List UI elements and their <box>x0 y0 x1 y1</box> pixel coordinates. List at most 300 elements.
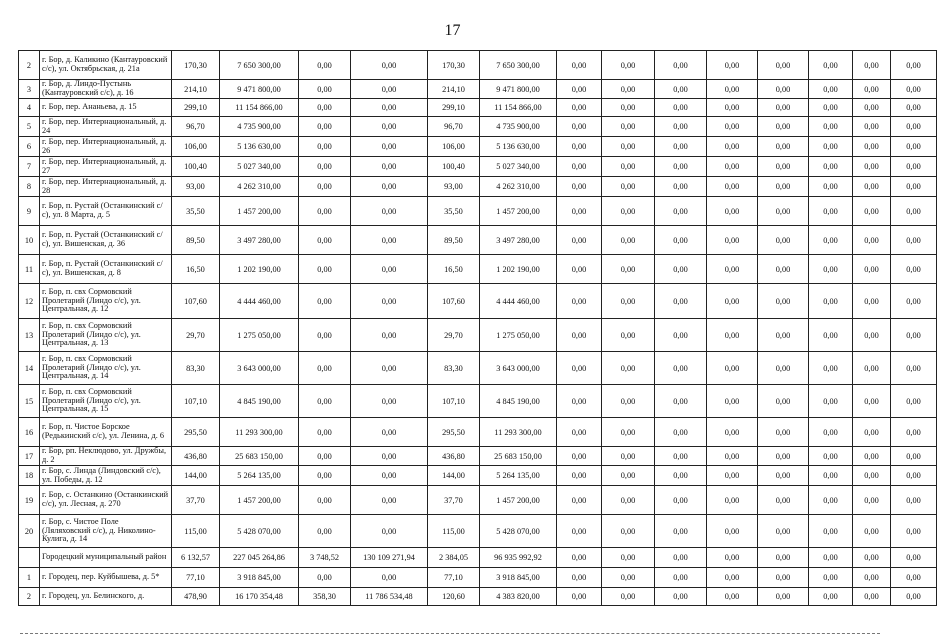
value-cell: 0,00 <box>758 51 809 80</box>
table-row <box>19 51 937 80</box>
address-cell: г. Городец, ул. Белинского, д. <box>40 588 172 606</box>
value-cell: 0,00 <box>891 117 937 137</box>
value-cell: 0,00 <box>707 548 758 568</box>
value-cell: 0,00 <box>557 137 602 157</box>
value-cell: 0,00 <box>557 51 602 80</box>
table-row <box>19 99 937 117</box>
row-number: 12 <box>19 284 40 319</box>
value-cell: 0,00 <box>809 99 853 117</box>
value-cell: 0,00 <box>758 447 809 466</box>
value-cell: 1 457 200,00 <box>220 197 299 226</box>
value-cell: 0,00 <box>602 117 655 137</box>
value-cell: 0,00 <box>655 319 707 352</box>
value-cell: 0,00 <box>891 80 937 99</box>
value-cell: 0,00 <box>557 255 602 284</box>
value-cell: 295,50 <box>172 418 220 447</box>
value-cell: 0,00 <box>853 466 891 486</box>
row-number: 18 <box>19 466 40 486</box>
value-cell: 0,00 <box>299 352 351 385</box>
table-row <box>19 588 937 606</box>
row-number: 11 <box>19 255 40 284</box>
value-cell: 0,00 <box>351 157 428 177</box>
value-cell: 0,00 <box>655 284 707 319</box>
value-cell: 0,00 <box>655 418 707 447</box>
address-cell: г. Бор, п. свх Сормовский Пролетарий (Линдо с/с), ул. Центральная, д. 13 <box>40 319 172 352</box>
value-cell: 107,60 <box>428 284 480 319</box>
value-cell: 0,00 <box>602 177 655 197</box>
value-cell: 0,00 <box>602 568 655 588</box>
value-cell: 3 497 280,00 <box>220 226 299 255</box>
value-cell: 11 786 534,48 <box>351 588 428 606</box>
value-cell: 0,00 <box>891 177 937 197</box>
value-cell: 0,00 <box>809 568 853 588</box>
value-cell: 1 457 200,00 <box>480 197 557 226</box>
value-cell: 0,00 <box>299 284 351 319</box>
value-cell: 0,00 <box>351 352 428 385</box>
value-cell: 0,00 <box>655 486 707 515</box>
value-cell: 0,00 <box>707 466 758 486</box>
value-cell: 0,00 <box>557 177 602 197</box>
address-cell: г. Бор, с. Останкино (Останкинский с/с), ул. Лесная, д. 270 <box>40 486 172 515</box>
value-cell: 1 457 200,00 <box>480 486 557 515</box>
value-cell: 0,00 <box>655 447 707 466</box>
table-row <box>19 255 937 284</box>
value-cell: 0,00 <box>707 226 758 255</box>
value-cell: 0,00 <box>602 99 655 117</box>
value-cell: 0,00 <box>758 548 809 568</box>
value-cell: 0,00 <box>853 515 891 548</box>
value-cell: 299,10 <box>172 99 220 117</box>
address-cell: г. Бор, пер. Интернациональный, д. 26 <box>40 137 172 157</box>
value-cell: 106,00 <box>428 137 480 157</box>
value-cell: 0,00 <box>655 466 707 486</box>
value-cell: 0,00 <box>707 385 758 418</box>
value-cell: 0,00 <box>891 319 937 352</box>
value-cell: 0,00 <box>299 157 351 177</box>
value-cell: 0,00 <box>557 588 602 606</box>
value-cell: 0,00 <box>891 284 937 319</box>
value-cell: 4 262 310,00 <box>480 177 557 197</box>
value-cell: 3 748,52 <box>299 548 351 568</box>
value-cell: 0,00 <box>299 568 351 588</box>
value-cell: 5 136 630,00 <box>480 137 557 157</box>
value-cell: 93,00 <box>428 177 480 197</box>
row-number: 2 <box>19 588 40 606</box>
row-number: 19 <box>19 486 40 515</box>
value-cell: 29,70 <box>172 319 220 352</box>
value-cell: 0,00 <box>853 352 891 385</box>
address-cell: г. Бор, п. Рустай (Останкинский с/с), ул. Вишенская, д. 8 <box>40 255 172 284</box>
value-cell: 0,00 <box>557 352 602 385</box>
value-cell: 0,00 <box>655 226 707 255</box>
value-cell: 0,00 <box>299 99 351 117</box>
row-number: 9 <box>19 197 40 226</box>
value-cell: 170,30 <box>172 51 220 80</box>
value-cell: 0,00 <box>809 51 853 80</box>
value-cell: 0,00 <box>602 51 655 80</box>
value-cell: 1 275 050,00 <box>480 319 557 352</box>
value-cell: 0,00 <box>602 80 655 99</box>
value-cell: 0,00 <box>602 137 655 157</box>
value-cell: 0,00 <box>853 548 891 568</box>
value-cell: 0,00 <box>891 515 937 548</box>
address-cell: г. Бор, д. Линдо-Пустынь (Кантауровский с/с), д. 16 <box>40 80 172 99</box>
value-cell: 0,00 <box>299 486 351 515</box>
value-cell: 35,50 <box>428 197 480 226</box>
value-cell: 0,00 <box>853 418 891 447</box>
value-cell: 4 845 190,00 <box>480 385 557 418</box>
value-cell: 0,00 <box>758 284 809 319</box>
row-number: 7 <box>19 157 40 177</box>
value-cell: 0,00 <box>602 588 655 606</box>
value-cell: 0,00 <box>758 418 809 447</box>
value-cell: 5 027 340,00 <box>480 157 557 177</box>
value-cell: 358,30 <box>299 588 351 606</box>
value-cell: 11 293 300,00 <box>220 418 299 447</box>
value-cell: 0,00 <box>557 226 602 255</box>
value-cell: 5 428 070,00 <box>480 515 557 548</box>
value-cell: 0,00 <box>853 486 891 515</box>
value-cell: 0,00 <box>299 385 351 418</box>
address-cell: г. Бор, с. Чистое Поле (Ляляховский с/с), д. Николино-Кулига, д. 14 <box>40 515 172 548</box>
value-cell: 478,90 <box>172 588 220 606</box>
value-cell: 11 154 866,00 <box>220 99 299 117</box>
value-cell: 0,00 <box>853 568 891 588</box>
value-cell: 5 136 630,00 <box>220 137 299 157</box>
value-cell: 0,00 <box>557 80 602 99</box>
page-bottom-rule <box>20 633 880 634</box>
value-cell: 0,00 <box>707 99 758 117</box>
row-number: 3 <box>19 80 40 99</box>
value-cell: 0,00 <box>758 177 809 197</box>
value-cell: 0,00 <box>891 588 937 606</box>
table-row <box>19 385 937 418</box>
value-cell: 0,00 <box>891 99 937 117</box>
value-cell: 96,70 <box>428 117 480 137</box>
value-cell: 0,00 <box>602 284 655 319</box>
table-row <box>19 418 937 447</box>
value-cell: 0,00 <box>602 466 655 486</box>
value-cell: 0,00 <box>809 177 853 197</box>
value-cell: 0,00 <box>891 255 937 284</box>
value-cell: 0,00 <box>655 588 707 606</box>
value-cell: 0,00 <box>602 486 655 515</box>
value-cell: 0,00 <box>853 197 891 226</box>
value-cell: 0,00 <box>351 568 428 588</box>
value-cell: 0,00 <box>602 385 655 418</box>
row-number <box>19 548 40 568</box>
value-cell: 0,00 <box>853 226 891 255</box>
address-cell: г. Бор, рп. Неклюдово, ул. Дружбы, д. 2 <box>40 447 172 466</box>
value-cell: 0,00 <box>602 157 655 177</box>
value-cell: 0,00 <box>758 588 809 606</box>
value-cell: 0,00 <box>351 255 428 284</box>
value-cell: 0,00 <box>557 319 602 352</box>
value-cell: 0,00 <box>299 117 351 137</box>
value-cell: 83,30 <box>172 352 220 385</box>
value-cell: 0,00 <box>602 447 655 466</box>
value-cell: 0,00 <box>707 515 758 548</box>
value-cell: 0,00 <box>351 515 428 548</box>
value-cell: 0,00 <box>809 466 853 486</box>
value-cell: 0,00 <box>891 447 937 466</box>
value-cell: 214,10 <box>428 80 480 99</box>
value-cell: 0,00 <box>655 197 707 226</box>
value-cell: 1 202 190,00 <box>220 255 299 284</box>
value-cell: 115,00 <box>428 515 480 548</box>
value-cell: 0,00 <box>891 51 937 80</box>
value-cell: 115,00 <box>172 515 220 548</box>
value-cell: 0,00 <box>707 568 758 588</box>
value-cell: 106,00 <box>172 137 220 157</box>
value-cell: 4 845 190,00 <box>220 385 299 418</box>
table-row <box>19 352 937 385</box>
value-cell: 9 471 800,00 <box>220 80 299 99</box>
table-row <box>19 177 937 197</box>
value-cell: 0,00 <box>758 568 809 588</box>
value-cell: 0,00 <box>351 466 428 486</box>
table-body <box>19 51 937 606</box>
value-cell: 0,00 <box>655 99 707 117</box>
address-cell: г. Бор, п. Рустай (Останкинский с/с), ул. 8 Марта, д. 5 <box>40 197 172 226</box>
value-cell: 0,00 <box>891 548 937 568</box>
value-cell: 0,00 <box>351 80 428 99</box>
value-cell: 0,00 <box>602 319 655 352</box>
value-cell: 0,00 <box>351 177 428 197</box>
value-cell: 0,00 <box>758 137 809 157</box>
value-cell: 0,00 <box>351 385 428 418</box>
value-cell: 0,00 <box>853 588 891 606</box>
row-number: 2 <box>19 51 40 80</box>
value-cell: 5 264 135,00 <box>480 466 557 486</box>
value-cell: 0,00 <box>707 418 758 447</box>
value-cell: 77,10 <box>428 568 480 588</box>
value-cell: 3 918 845,00 <box>220 568 299 588</box>
value-cell: 16 170 354,48 <box>220 588 299 606</box>
value-cell: 0,00 <box>891 466 937 486</box>
value-cell: 0,00 <box>853 177 891 197</box>
value-cell: 0,00 <box>602 197 655 226</box>
value-cell: 0,00 <box>557 197 602 226</box>
value-cell: 100,40 <box>172 157 220 177</box>
value-cell: 0,00 <box>655 51 707 80</box>
value-cell: 0,00 <box>602 226 655 255</box>
value-cell: 0,00 <box>758 319 809 352</box>
value-cell: 96,70 <box>172 117 220 137</box>
value-cell: 3 918 845,00 <box>480 568 557 588</box>
value-cell: 0,00 <box>758 99 809 117</box>
value-cell: 0,00 <box>299 255 351 284</box>
row-number: 16 <box>19 418 40 447</box>
value-cell: 6 132,57 <box>172 548 220 568</box>
value-cell: 100,40 <box>428 157 480 177</box>
value-cell: 0,00 <box>707 197 758 226</box>
value-cell: 0,00 <box>655 137 707 157</box>
value-cell: 0,00 <box>655 352 707 385</box>
table-row <box>19 157 937 177</box>
value-cell: 0,00 <box>351 486 428 515</box>
value-cell: 214,10 <box>172 80 220 99</box>
value-cell: 4 735 900,00 <box>480 117 557 137</box>
value-cell: 144,00 <box>172 466 220 486</box>
value-cell: 0,00 <box>655 80 707 99</box>
value-cell: 0,00 <box>809 80 853 99</box>
value-cell: 0,00 <box>891 157 937 177</box>
row-number: 13 <box>19 319 40 352</box>
address-cell: г. Бор, пер. Интернациональный, д. 28 <box>40 177 172 197</box>
table-row <box>19 466 937 486</box>
value-cell: 0,00 <box>809 548 853 568</box>
value-cell: 0,00 <box>891 418 937 447</box>
value-cell: 25 683 150,00 <box>480 447 557 466</box>
value-cell: 144,00 <box>428 466 480 486</box>
value-cell: 0,00 <box>299 226 351 255</box>
row-number: 15 <box>19 385 40 418</box>
value-cell: 0,00 <box>891 137 937 157</box>
table-row <box>19 486 937 515</box>
value-cell: 1 275 050,00 <box>220 319 299 352</box>
value-cell: 5 027 340,00 <box>220 157 299 177</box>
value-cell: 25 683 150,00 <box>220 447 299 466</box>
value-cell: 0,00 <box>299 418 351 447</box>
row-number: 8 <box>19 177 40 197</box>
value-cell: 89,50 <box>172 226 220 255</box>
row-number: 20 <box>19 515 40 548</box>
value-cell: 0,00 <box>351 284 428 319</box>
address-cell: г. Бор, п. свх Сормовский Пролетарий (Линдо с/с), ул. Центральная, д. 12 <box>40 284 172 319</box>
value-cell: 0,00 <box>809 486 853 515</box>
value-cell: 0,00 <box>557 117 602 137</box>
row-number: 17 <box>19 447 40 466</box>
value-cell: 0,00 <box>557 99 602 117</box>
table-row <box>19 284 937 319</box>
value-cell: 0,00 <box>758 385 809 418</box>
value-cell: 0,00 <box>853 80 891 99</box>
value-cell: 0,00 <box>557 515 602 548</box>
address-cell: г. Бор, д. Каликино (Кантауровский с/с), ул. Октябрьская, д. 21а <box>40 51 172 80</box>
value-cell: 0,00 <box>299 80 351 99</box>
value-cell: 0,00 <box>891 352 937 385</box>
value-cell: 0,00 <box>557 284 602 319</box>
value-cell: 0,00 <box>809 385 853 418</box>
value-cell: 0,00 <box>707 319 758 352</box>
value-cell: 0,00 <box>299 177 351 197</box>
value-cell: 0,00 <box>557 447 602 466</box>
value-cell: 0,00 <box>891 226 937 255</box>
table-row <box>19 319 937 352</box>
value-cell: 0,00 <box>809 515 853 548</box>
value-cell: 0,00 <box>602 515 655 548</box>
table-row <box>19 137 937 157</box>
value-cell: 0,00 <box>557 568 602 588</box>
value-cell: 0,00 <box>655 255 707 284</box>
value-cell: 170,30 <box>428 51 480 80</box>
value-cell: 107,60 <box>172 284 220 319</box>
table-row <box>19 80 937 99</box>
value-cell: 0,00 <box>655 568 707 588</box>
value-cell: 1 202 190,00 <box>480 255 557 284</box>
value-cell: 37,70 <box>428 486 480 515</box>
address-cell: Городецкий муниципальный район <box>40 548 172 568</box>
value-cell: 0,00 <box>351 51 428 80</box>
value-cell: 0,00 <box>853 99 891 117</box>
value-cell: 0,00 <box>758 466 809 486</box>
value-cell: 7 650 300,00 <box>220 51 299 80</box>
value-cell: 0,00 <box>758 226 809 255</box>
value-cell: 0,00 <box>809 447 853 466</box>
value-cell: 0,00 <box>557 385 602 418</box>
value-cell: 0,00 <box>809 157 853 177</box>
value-cell: 0,00 <box>655 385 707 418</box>
value-cell: 0,00 <box>707 117 758 137</box>
value-cell: 0,00 <box>707 177 758 197</box>
value-cell: 0,00 <box>891 568 937 588</box>
table-row <box>19 117 937 137</box>
address-cell: г. Бор, п. Чистое Борское (Редькинский с/с), ул. Ленина, д. 6 <box>40 418 172 447</box>
table-row <box>19 515 937 548</box>
value-cell: 0,00 <box>853 447 891 466</box>
value-cell: 0,00 <box>809 137 853 157</box>
value-cell: 3 497 280,00 <box>480 226 557 255</box>
value-cell: 0,00 <box>891 197 937 226</box>
value-cell: 0,00 <box>853 255 891 284</box>
value-cell: 89,50 <box>428 226 480 255</box>
value-cell: 0,00 <box>758 486 809 515</box>
value-cell: 0,00 <box>351 197 428 226</box>
value-cell: 0,00 <box>758 515 809 548</box>
value-cell: 0,00 <box>758 117 809 137</box>
value-cell: 0,00 <box>299 447 351 466</box>
value-cell: 0,00 <box>655 157 707 177</box>
value-cell: 0,00 <box>809 588 853 606</box>
value-cell: 0,00 <box>351 117 428 137</box>
value-cell: 0,00 <box>655 117 707 137</box>
value-cell: 0,00 <box>351 418 428 447</box>
value-cell: 35,50 <box>172 197 220 226</box>
value-cell: 227 045 264,86 <box>220 548 299 568</box>
value-cell: 107,10 <box>172 385 220 418</box>
value-cell: 11 154 866,00 <box>480 99 557 117</box>
value-cell: 0,00 <box>707 157 758 177</box>
value-cell: 16,50 <box>428 255 480 284</box>
value-cell: 4 262 310,00 <box>220 177 299 197</box>
value-cell: 0,00 <box>758 255 809 284</box>
value-cell: 16,50 <box>172 255 220 284</box>
value-cell: 0,00 <box>707 255 758 284</box>
address-cell: г. Бор, пер. Интернациональный, д. 27 <box>40 157 172 177</box>
value-cell: 0,00 <box>707 486 758 515</box>
value-cell: 0,00 <box>351 226 428 255</box>
value-cell: 2 384,05 <box>428 548 480 568</box>
value-cell: 0,00 <box>655 177 707 197</box>
value-cell: 4 735 900,00 <box>220 117 299 137</box>
value-cell: 0,00 <box>707 588 758 606</box>
value-cell: 299,10 <box>428 99 480 117</box>
value-cell: 0,00 <box>809 418 853 447</box>
value-cell: 0,00 <box>351 447 428 466</box>
value-cell: 0,00 <box>602 548 655 568</box>
value-cell: 0,00 <box>655 515 707 548</box>
value-cell: 0,00 <box>557 548 602 568</box>
value-cell: 4 383 820,00 <box>480 588 557 606</box>
value-cell: 0,00 <box>299 319 351 352</box>
value-cell: 0,00 <box>351 99 428 117</box>
value-cell: 29,70 <box>428 319 480 352</box>
value-cell: 0,00 <box>602 418 655 447</box>
value-cell: 0,00 <box>707 51 758 80</box>
housing-table <box>18 50 937 606</box>
value-cell: 0,00 <box>853 137 891 157</box>
